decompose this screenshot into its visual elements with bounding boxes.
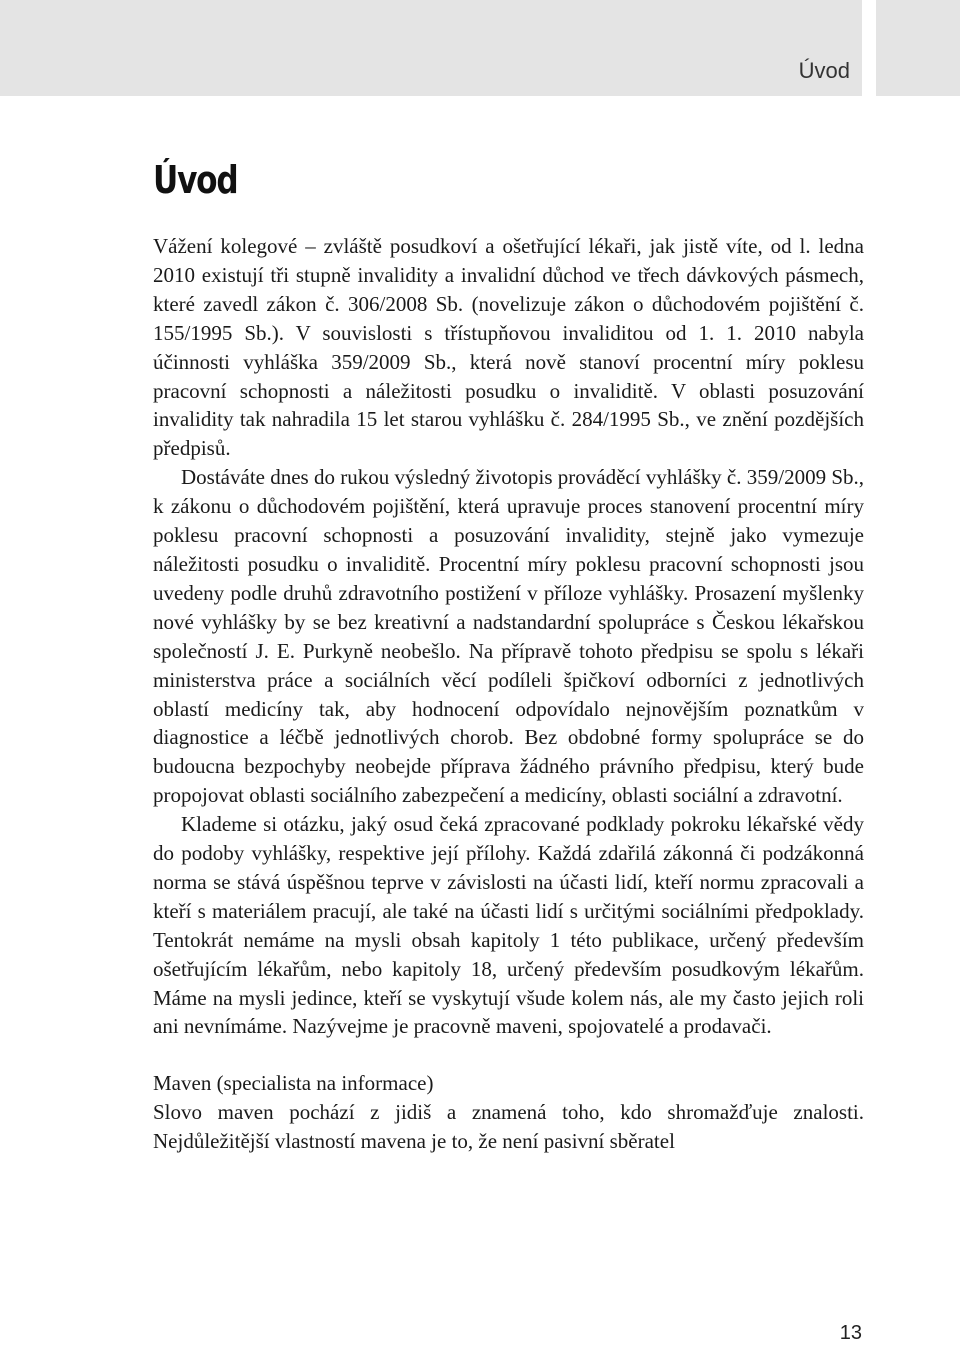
section-heading: Maven (specialista na informace) <box>153 1071 434 1096</box>
thumb-tab <box>876 0 960 96</box>
paragraph-maven: Slovo maven pochází z jidiš a znamená toho, kdo shromažďuje znalosti. Nejdůležitější vlastností mavena je to, že není pasivní sběratel <box>153 1100 864 1154</box>
text-body <box>153 232 864 1156</box>
paragraph-vyhlaska: Dostáváte dnes do rukou výsledný životopis prováděcí vyhlášky č. 359/2009 Sb., k zákonu o důchodovém pojištění, která upravuje proces stanovení procentní míry poklesu pracovní schopnosti a posuzování invalidity, stejně jako vymezuje náležitosti posudku o invaliditě. Procentní míry poklesu pracovní schopnosti jsou uvedeny podle druhů zdravotního postižení v příloze vyhlášky. Prosazení myšlenky nové vyhlášky by se bez kreativní a nadstandardní spolupráce s Českou lékařskou společností J. E. Purkyně neobešlo. Na přípravě tohoto předpisu se spolu s lékaři ministerstva práce a sociálních věcí podíleli špičkoví odborníci z jednotlivých oblastí medicíny tak, aby hodnocení odpovídalo nejnovějším poznatkům v diagnostice a léčbě jednotlivých chorob. Bez obdobné formy spolupráce se do budoucna bezpochyby neobejde příprava žádného právního předpisu, který bude propojovat oblasti sociálního zabezpečení a medicíny, oblasti sociální a zdravotní. <box>153 465 864 808</box>
page-number: 13 <box>839 1322 862 1344</box>
chapter-title: Úvod <box>153 158 238 202</box>
paragraph-intro: Vážení kolegové – zvláště posudkoví a ošetřující lékaři, jak jistě víte, od l. ledna 2010 existují tři stupně invalidity a invalidní důchod ve třech dávkových pásmech, které zavedl zákon č. 306/2008 Sb. (novelizuje zákon o důchodovém pojištění č. 155/1995 Sb.). V souvislosti s třístupňovou invaliditou od 1. 1. 2010 nabyla účinnosti vyhláška 359/2009 Sb., která nově stanoví procentní míry poklesu pracovní schopnosti a náležitosti posudku o invaliditě. V oblasti posuzování invalidity tak nahradila 15 let starou vyhlášku č. 284/1995 Sb., ve znění pozdějších předpisů. <box>153 234 864 461</box>
paragraph-question: Klademe si otázku, jaký osud čeká zpracované podklady pokroku lékařské vědy do podoby vyhlášky, respektive její přílohy. Každá zdařilá zákonná či podzákonná norma se stává úspěšnou teprve v závislosti na účasti lidí, kteří normu zpracovali a kteří s materiálem pracují, ale také na účasti lidí s určitými sociálními předpoklady. Tentokrát nemáme na mysli obsah kapitoly 1 této publikace, určený především ošetřujícím lékařům, nebo kapitoly 18, určený především posudkovým lékařům. Máme na mysli jedince, kteří se vyskytují všude kolem nás, ale my často jejich roli ani nevnímáme. Nazývejme je pracovně maveni, spojovatelé a prodavači. <box>153 812 864 1039</box>
running-head: Úvod <box>798 58 850 83</box>
header-band <box>0 0 862 96</box>
